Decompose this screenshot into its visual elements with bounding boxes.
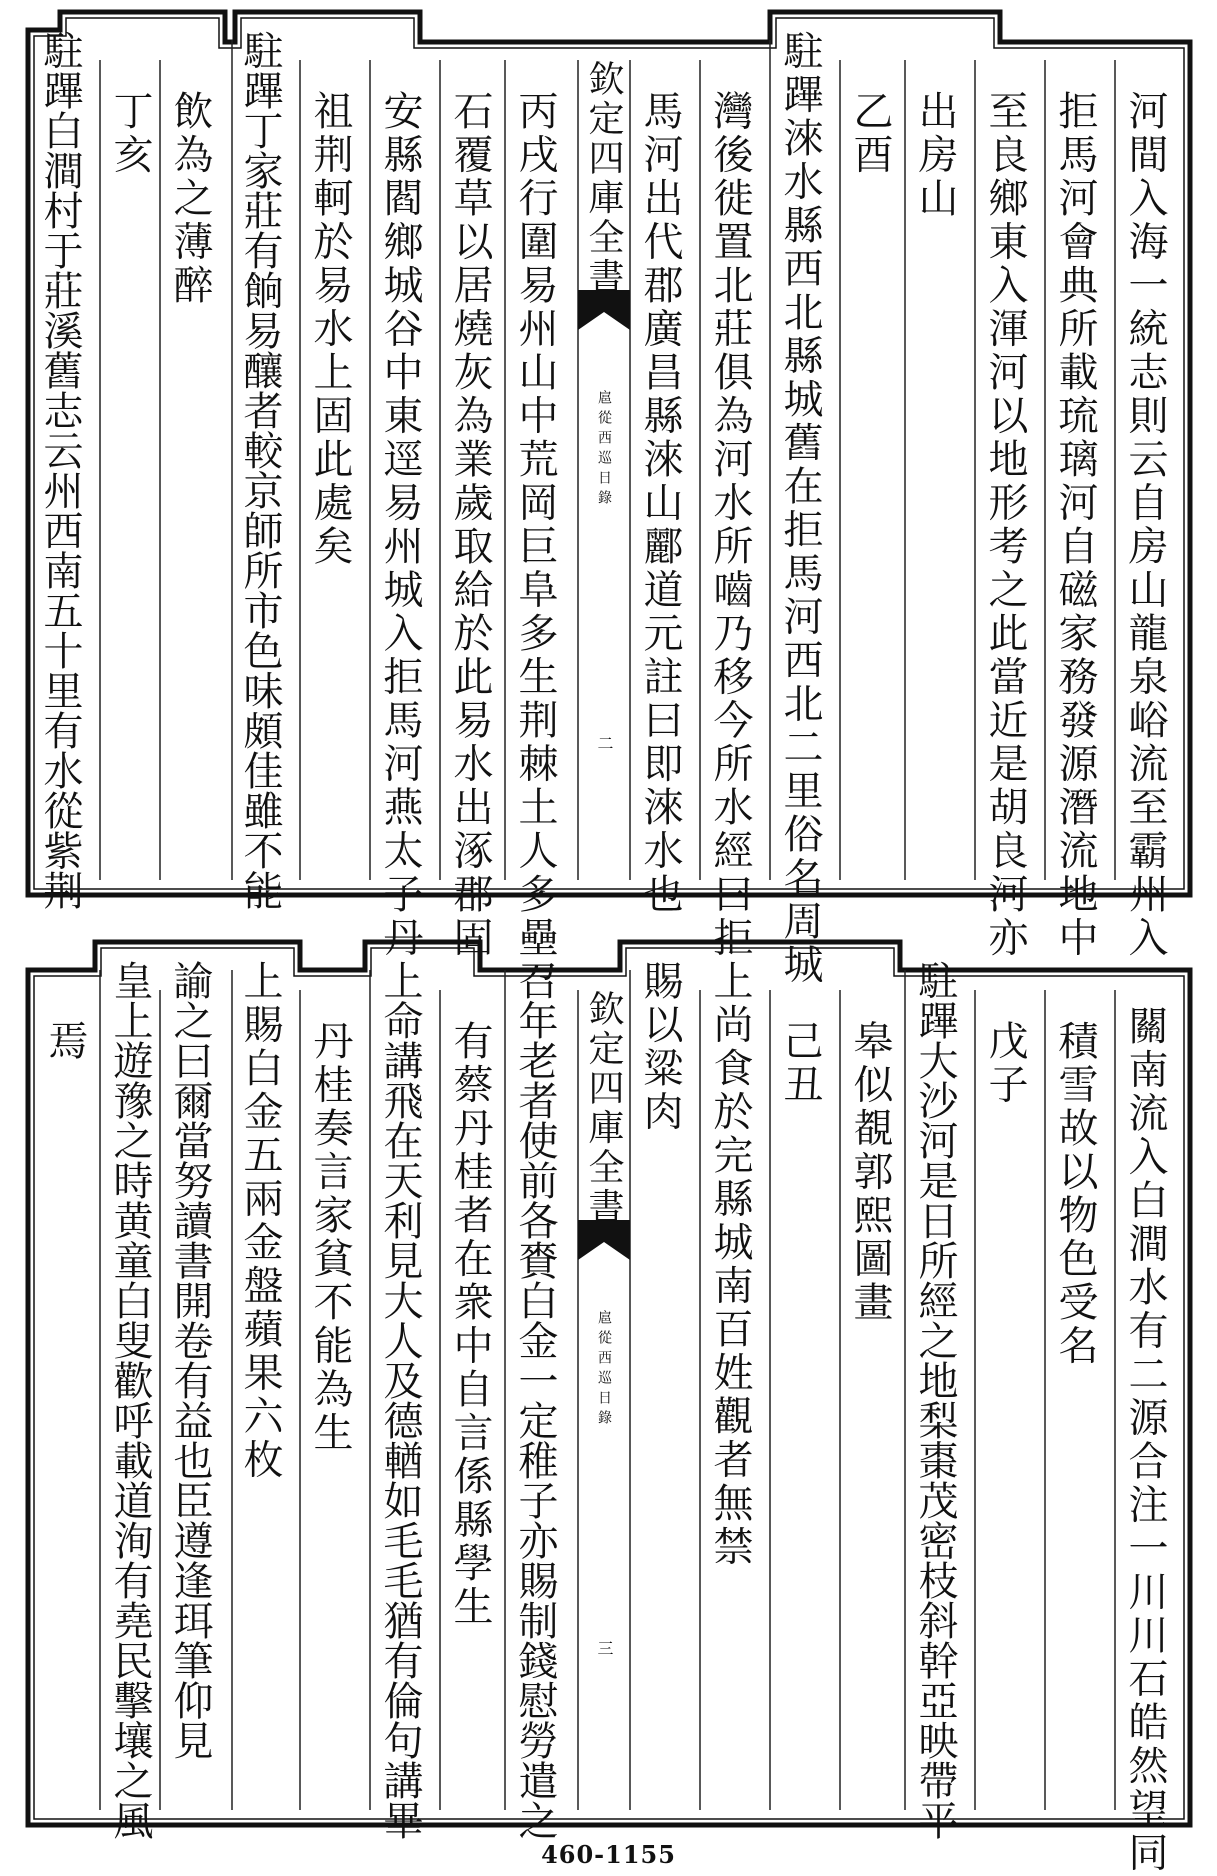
text-column-heading: 上賜白金五兩金盤蘋果六枚 xyxy=(237,960,283,1482)
text-column: 丹桂奏言家貧不能為生 xyxy=(307,1020,353,1455)
text-column: 祖荆軻於易水上固此處矣 xyxy=(307,90,353,569)
text-column: 石覆草以居燒灰為業歲取給於此易水出涿郡固 xyxy=(447,90,493,960)
text-column: 有蔡丹桂者在衆中自言係縣學生 xyxy=(447,1020,493,1629)
text-column: 出房山 xyxy=(912,90,958,221)
text-column-heading: 上尚食於完縣城南百姓觀者無禁 xyxy=(707,960,753,1569)
text-column-heading: 駐蹕丁家莊有餉易釀者較京師所市色味頗佳雖不能 xyxy=(237,30,283,910)
text-column: 河間入海一統志則云自房山龍泉峪流至霸州入 xyxy=(1122,90,1168,960)
text-column: 積雪故以物色受名 xyxy=(1052,1020,1098,1368)
text-column-heading: 召年老者使前各賚白金一定稚子亦賜制錢慰勞遣之 xyxy=(512,960,558,1840)
gutter-book-title: 扈從西巡日錄 xyxy=(596,390,612,510)
text-column: 焉 xyxy=(42,1020,88,1064)
text-column: 馬河出代郡廣昌縣淶山酈道元註曰即淶水也 xyxy=(637,90,683,917)
text-column: 丙戌行圍易州山中荒岡巨阜多生荆棘土人多壘 xyxy=(512,90,558,960)
text-column: 諭之曰爾當努讀書開卷有益也臣遵逢珥筆仰見 xyxy=(167,960,213,1760)
text-column: 至良鄉東入渾河以地形考之此當近是胡良河亦 xyxy=(982,90,1028,960)
text-column: 戊子 xyxy=(982,1020,1028,1107)
text-column: 灣後徙置北莊俱為河水所嚙乃移今所水經曰拒 xyxy=(707,90,753,960)
text-column: 乙酉 xyxy=(847,90,893,177)
text-column: 丁亥 xyxy=(107,90,153,177)
text-column: 關南流入白澗水有二源合注一川川石皓然望同 xyxy=(1122,1005,1168,1875)
text-column: 賜以粱肉 xyxy=(637,960,683,1134)
text-column-heading: 駐蹕白澗村于莊溪舊志云州西南五十里有水從紫荆 xyxy=(37,30,83,910)
page-reference: 460-1155 xyxy=(541,1840,676,1869)
gutter-book-title: 扈從西巡日錄 xyxy=(596,1310,612,1430)
gutter-page-number: 二 xyxy=(595,735,614,755)
text-column-heading: 皇上遊豫之時黄童白叟歡呼載道洵有堯民擊壤之風 xyxy=(107,960,153,1840)
text-column-heading: 上命講飛在天利見大人及德輶如毛毛猶有倫句講畢 xyxy=(377,960,423,1840)
gutter-page-number: 三 xyxy=(595,1640,614,1660)
gutter-title: 欽定四庫全書 xyxy=(583,990,624,1227)
text-column-heading: 駐蹕淶水縣西北縣城舊在拒馬河西北二里俗名周城 xyxy=(777,30,823,987)
text-column: 飲為之薄醉 xyxy=(167,90,213,308)
text-column: 皋似覩郭熙圖畫 xyxy=(847,1020,893,1325)
text-column: 拒馬河會典所載琉璃河自磁家務發源潛流地中 xyxy=(1052,90,1098,960)
gutter-title: 欽定四庫全書 xyxy=(583,60,624,297)
text-column: 己丑 xyxy=(777,1020,823,1107)
text-column: 安縣閻鄉城谷中東逕易州城入拒馬河燕太子丹 xyxy=(377,90,423,960)
text-column-heading: 駐蹕大沙河是日所經之地梨棗茂密枝斜幹亞映帶平 xyxy=(912,960,958,1840)
